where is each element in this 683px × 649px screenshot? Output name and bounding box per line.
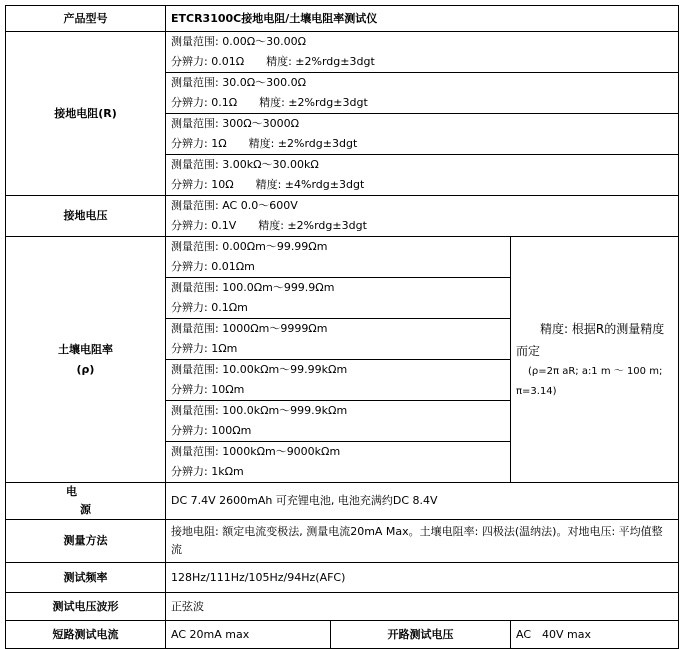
row-ground-resistance-1 bbox=[6, 32, 679, 73]
soil-resistivity-title: 土壤电阻率 bbox=[58, 342, 113, 356]
range-text: 测量范围: 3.00kΩ～30.00kΩ bbox=[171, 158, 319, 171]
resolution-text: 分辨力: 10Ω bbox=[171, 178, 234, 191]
range-text: 测量范围: 0.00Ωm～99.99Ωm bbox=[171, 240, 328, 253]
ground-resistance-label: 接地电阻(R) bbox=[6, 32, 166, 196]
short-circuit-label: 短路测试电流 bbox=[6, 621, 166, 649]
soil-resistivity-label bbox=[6, 237, 166, 483]
ground-voltage-cell bbox=[166, 196, 679, 237]
ground-resistance-cell bbox=[166, 32, 679, 73]
method-label: 测量方法 bbox=[6, 520, 166, 563]
accuracy-text: 精度: ±2%rdg±3dgt bbox=[266, 55, 375, 68]
range-text: 测量范围: 100.0Ωm～999.9Ωm bbox=[171, 281, 335, 294]
row-frequency bbox=[6, 563, 679, 593]
frequency-label: 测试频率 bbox=[6, 563, 166, 593]
row-model bbox=[6, 6, 679, 32]
open-circuit-value: AC 40V max bbox=[511, 621, 679, 649]
ground-voltage-label: 接地电压 bbox=[6, 196, 166, 237]
accuracy-note: 精度: 根据R的测量精度而定 bbox=[516, 321, 665, 358]
resolution-text: 分辨力: 0.1V bbox=[171, 219, 237, 232]
range-text: 测量范围: 300Ω～3000Ω bbox=[171, 117, 300, 130]
resolution-text: 分辨力: 10Ωm bbox=[171, 383, 245, 396]
short-circuit-value: AC 20mA max bbox=[166, 621, 331, 649]
range-text: 测量范围: 1000Ωm～9999Ωm bbox=[171, 322, 328, 335]
row-circuit-tests bbox=[6, 621, 679, 649]
row-ground-voltage bbox=[6, 196, 679, 237]
range-text: 测量范围: 10.00kΩm～99.99kΩm bbox=[171, 363, 348, 376]
range-text: 测量范围: 30.0Ω～300.0Ω bbox=[171, 76, 306, 89]
accuracy-text: 精度: ±4%rdg±3dgt bbox=[255, 178, 365, 191]
accuracy-text: 精度: ±2%rdg±3dgt bbox=[248, 137, 358, 150]
waveform-label: 测试电压波形 bbox=[6, 593, 166, 621]
resolution-text: 分辨力: 1Ωm bbox=[171, 342, 238, 355]
range-text: 测量范围: 1000kΩm～9000kΩm bbox=[171, 445, 341, 458]
range-text: 测量范围: 100.0kΩm～999.9kΩm bbox=[171, 404, 348, 417]
soil-resistivity-cell bbox=[166, 278, 511, 319]
ground-resistance-cell bbox=[166, 114, 679, 155]
model-value: ETCR3100C接地电阻/土壤电阻率测试仪 bbox=[166, 6, 679, 32]
resolution-text: 分辨力: 0.1Ωm bbox=[171, 301, 248, 314]
ground-resistance-cell bbox=[166, 73, 679, 114]
soil-resistivity-cell bbox=[166, 442, 511, 483]
open-circuit-label: 开路测试电压 bbox=[331, 621, 511, 649]
method-value: 接地电阻: 额定电流变极法, 测量电流20mA Max。土壤电阻率: 四极法(温纳法)。对地电压: 平均值整流 bbox=[166, 520, 679, 563]
row-soil-resistivity-1 bbox=[6, 237, 679, 278]
soil-accuracy-note-cell bbox=[511, 237, 679, 483]
resolution-text: 分辨力: 0.1Ω bbox=[171, 96, 238, 109]
resolution-text: 分辨力: 1kΩm bbox=[171, 465, 244, 478]
resolution-text: 分辨力: 0.01Ω bbox=[171, 55, 245, 68]
soil-resistivity-cell bbox=[166, 401, 511, 442]
row-method bbox=[6, 520, 679, 563]
row-waveform bbox=[6, 593, 679, 621]
soil-resistivity-cell bbox=[166, 360, 511, 401]
accuracy-text: 精度: ±2%rdg±3dgt bbox=[259, 96, 368, 109]
resolution-text: 分辨力: 0.01Ωm bbox=[171, 260, 255, 273]
range-text: 测量范围: AC 0.0～600V bbox=[171, 199, 298, 212]
spec-table bbox=[5, 5, 679, 649]
ground-resistance-cell bbox=[166, 155, 679, 196]
resolution-text: 分辨力: 100Ωm bbox=[171, 424, 252, 437]
power-value: DC 7.4V 2600mAh 可充锂电池, 电池充满约DC 8.4V bbox=[166, 483, 679, 520]
frequency-value: 128Hz/111Hz/105Hz/94Hz(AFC) bbox=[166, 563, 679, 593]
power-label: 电 源 bbox=[6, 483, 166, 520]
range-text: 测量范围: 0.00Ω～30.00Ω bbox=[171, 35, 306, 48]
soil-resistivity-cell bbox=[166, 319, 511, 360]
soil-resistivity-cell bbox=[166, 237, 511, 278]
formula-note: (ρ=2π aR; a:1 m ～ 100 m; π=3.14) bbox=[516, 365, 663, 397]
soil-resistivity-symbol: (ρ) bbox=[76, 362, 95, 376]
row-power bbox=[6, 483, 679, 520]
resolution-text: 分辨力: 1Ω bbox=[171, 137, 227, 150]
model-label: 产品型号 bbox=[6, 6, 166, 32]
accuracy-text: 精度: ±2%rdg±3dgt bbox=[258, 219, 367, 232]
waveform-value: 正弦波 bbox=[166, 593, 679, 621]
